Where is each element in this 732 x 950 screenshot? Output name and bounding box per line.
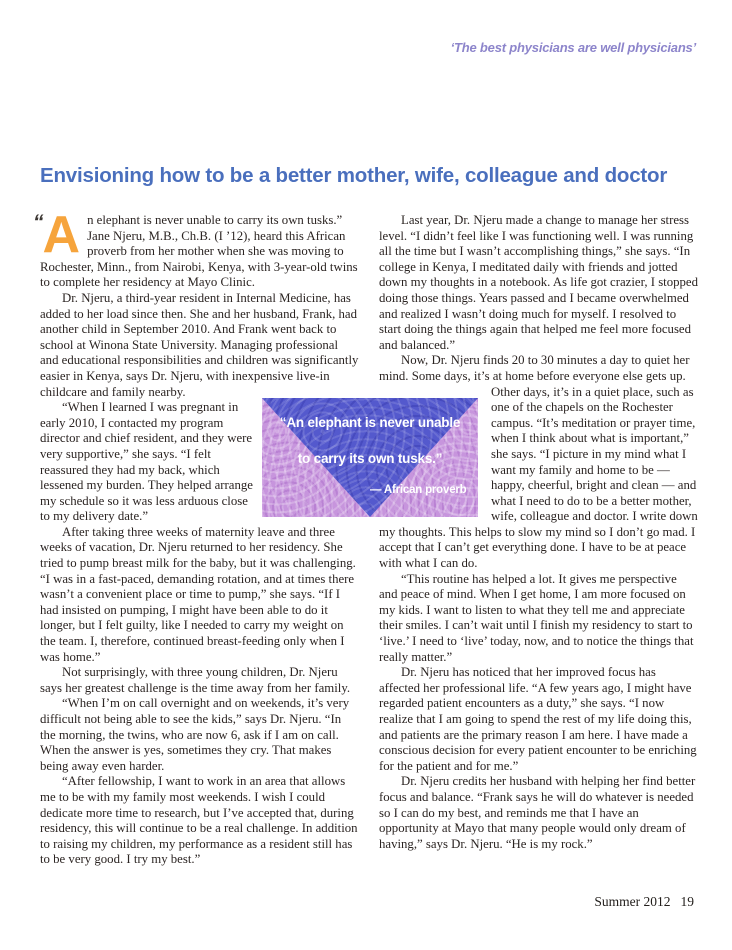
paragraph: Last year, Dr. Njeru made a change to manage her stress level. “I didn’t feel like I was functioning well. I was running all the time but I wasn’t accomplishing things,” she says. “In college in Kenya, I meditated daily with friends and jotted down my thoughts in a notebook. As life got crazier, I stopped doing those things. Years passed and I became overwhelmed and realized I wasn’t doing much for myself. I resolved to start doing the things again that helped me feel more focused and balanced.”: [379, 213, 698, 352]
page-footer: [594, 894, 694, 910]
dropcap-group: [33, 206, 81, 264]
pullquote-line: “An elephant is never unable: [279, 415, 461, 430]
pullquote-line: to carry its own tusks.”: [297, 451, 443, 466]
article-columns: [33, 206, 698, 868]
pullquote-graphic: [262, 398, 478, 517]
footer-issue: Summer 2012: [594, 894, 671, 909]
paragraph: Dr. Njeru, a third-year resident in Internal Medicine, has added to her load since then. She and her husband, Frank, had another child in September 2010. And Frank went back to school at Winona State University. Managing professional and educational responsibilities and children was significantly easier in Kenya, says Dr. Njeru, with inexpensive live-in childcare and family nearby.: [40, 290, 359, 399]
right-column: [379, 213, 698, 868]
page-title: Envisioning how to be a better mother, wife, colleague and doctor: [40, 163, 668, 187]
footer-page-number: 19: [680, 894, 694, 909]
open-quote-mark: “: [33, 211, 42, 234]
pullquote-attribution: — African proverb: [370, 484, 467, 496]
paragraph: “After fellowship, I want to work in an area that allows me to be with my family most weekends. I wish I could dedicate more time to research, but I’ve accepted that, during residency, this will continue to be a real challenge. In addition to raising my children, my performance as a resident still has to be very good. I try my best.”: [40, 774, 358, 867]
paragraph: Dr. Njeru has noticed that her improved focus has affected her professional life. “A few years ago, I might have regarded patient encounters as a duty,” she says. “I now realize that I am going to spend the rest of my life doing this, and patients are the primary reason I am here. I have made a conscious decision for every patient encounter to be enriching for the patient and for me.”: [379, 665, 697, 773]
left-column: [33, 206, 359, 868]
paragraph: “This routine has helped a lot. It gives me perspective and peace of mind. When I get home, I am more focused on my kids. I want to listen to what they tell me and appreciate their smiles. I can’t wait until I finish my residency to start to ‘live.’ I need to ‘live’ today, now, and to notice the things that really matter.”: [379, 571, 694, 664]
paragraph-text: Other days, it’s in a quiet place, such as one of the chapels on the Rochester campus. “It’s meditation or prayer time, when I think about what is important,” she says. “I picture in my mind what I want my family and home to be — happy, cheerful, bright and clean — and what I need to do to be a better mother, wife, colleague and doctor. I write down my thoughts. This helps to slow my mind so I don’t go mad. I accept that I can’t get everything done. I have to be at peace with what I can do.: [379, 384, 698, 571]
header-quote: ‘The best physicians are well physicians’: [450, 40, 696, 55]
paragraph: [33, 206, 359, 291]
paragraph: “When I’m on call overnight and on weekends, it’s very difficult not being able to see the kids,” says Dr. Njeru. “In the morning, the twins, who are now 6, ask if I am on call. When the answer is yes, sometimes they cry. That makes being away even harder.: [40, 696, 350, 773]
paragraph: Dr. Njeru credits her husband with helping her find better focus and balance. “Frank says he will do whatever is needed so I can do my best, and reminds me that I have an opportunity at Mayo that many people would only dream of having,” says Dr. Njeru. “He is my rock.”: [379, 774, 696, 851]
paragraph: After taking three weeks of maternity leave and three weeks of vacation, Dr. Njeru returned to her residency. She tried to pump breast milk for the baby, but it was challenging. “I was in a fast-paced, demanding rotation, and at times there wasn’t a convenient place or time to pump,” she says. “If I had insisted on pumping, I might have been able to do it longer, but I felt guilty, like I needed to carry my weight on the team. I, therefore, continued breast-feeding only when I was home.”: [40, 524, 356, 664]
paragraph: Now, Dr. Njeru finds 20 to 30 minutes a day to quiet her mind. Some days, it’s at home before everyone else gets up.: [379, 353, 690, 383]
paragraph-text: “When I learned I was pregnant in early 2010, I contacted my program director and chief resident, and they were very supportive,” she says. “I felt reassured they had my back, which lessened my burden. They helped arrange my schedule so it was less arduous close to my delivery date.”: [40, 400, 253, 524]
dropcap-letter: A: [42, 206, 81, 264]
paragraph: Not surprisingly, with three young children, Dr. Njeru says her greatest challenge is the time away from her family.: [40, 665, 351, 695]
paragraph-text: n elephant is never unable to carry its own tusks.” Jane Njeru, M.B., Ch.B. (I ’12), heard this African proverb from her mother when she was moving to Rochester, Minn., from Nairobi, Kenya, with 3-year-old twins to complete her residency at Mayo Clinic.: [40, 213, 358, 290]
